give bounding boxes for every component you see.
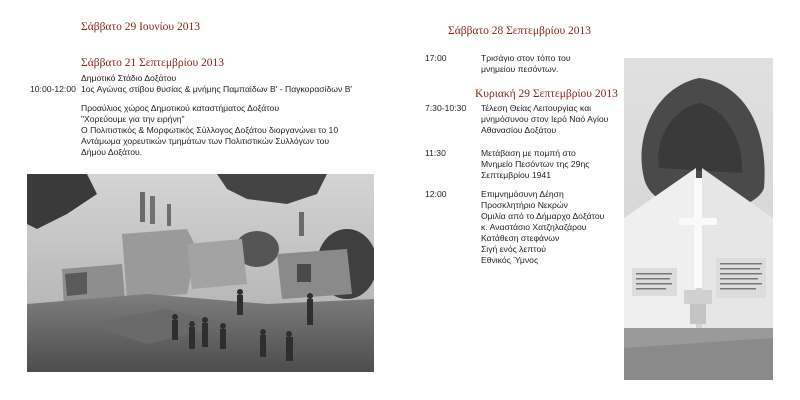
event-procession-line: Μνημείο Πεσόντων της 29ης [481,159,590,169]
event-athletics-desc: 1ος Αγώνας στίβου θυσίας & μνήμης Παμπαίδων Β' - Παγκορασίδων Β' [81,84,353,94]
event-dance-venue: Προαύλιος χώρος Δημοτικού καταστήματος Δοξάτου [81,103,280,113]
event-memorial-line: Ομιλία από το Δήμαρχο Δοξάτου [481,211,605,221]
event-liturgy-line: Αθανασίου Δοξάτου [481,125,557,135]
event-time-sept-21: 10:00-12:00 [30,84,76,94]
event-procession-line: Μετάβαση με πομπή στο [481,148,576,158]
event-liturgy-line: Τέλεση Θείας Λειτουργίας και [481,103,592,113]
event-memorial-line: Εθνικός Ύμνος [481,255,539,265]
monument-photo [624,58,773,380]
date-heading-sept-28: Σάββατο 28 Σεπτεμβρίου 2013 [448,25,592,37]
event-dance-line: Ο Πολιτιστικός & Μορφωτικός Σύλλογος Δοξάτου διοργανώνει το 10 [81,125,339,135]
ruins-photo-image [27,174,374,372]
event-trisagion-line: Τρισάγιο στον τόπο του [481,53,571,63]
event-dance-title: "Χορεύουμε για την ειρήνη" [81,114,185,124]
date-heading-june: Σάββατο 29 Ιουνίου 2013 [81,21,200,33]
event-memorial-line: Κατάθεση στεφάνων [481,233,560,243]
ruins-photo [27,174,374,372]
date-heading-sept-21: Σάββατο 21 Σεπτεμβρίου 2013 [81,57,225,69]
monument-photo-image [624,58,773,380]
event-time-liturgy: 7:30-10:30 [425,103,467,113]
event-dance-line: Αντάμωμα χορευτικών τμημάτων των Πολιτιστικών Συλλόγων του [81,136,330,146]
venue-stadium: Δημοτικό Στάδιο Δοξάτου [81,73,177,83]
event-time-1700: 17:00 [425,53,447,63]
event-procession-line: Σεπτεμβρίου 1941 [481,170,551,180]
event-time-1200: 12:00 [425,189,447,199]
event-liturgy-line: μνημόσυνου στον Ιερό Ναό Αγίου [481,114,609,124]
date-heading-sept-29: Κυριακή 29 Σεπτεμβρίου 2013 [475,88,618,100]
event-memorial-line: Επιμνημόσυνη Δέηση [481,189,564,199]
event-trisagion-line: μνημείου πεσόντων. [481,64,559,74]
event-memorial-line: Προσκλητήριο Νεκρών [481,200,568,210]
event-dance-line: Δήμου Δοξάτου. [81,147,143,157]
event-memorial-line: κ. Αναστάσιο Χατζηλαζάρου [481,222,587,232]
event-time-1130: 11:30 [425,148,446,158]
event-memorial-line: Σιγή ενός λεπτού [481,244,546,254]
